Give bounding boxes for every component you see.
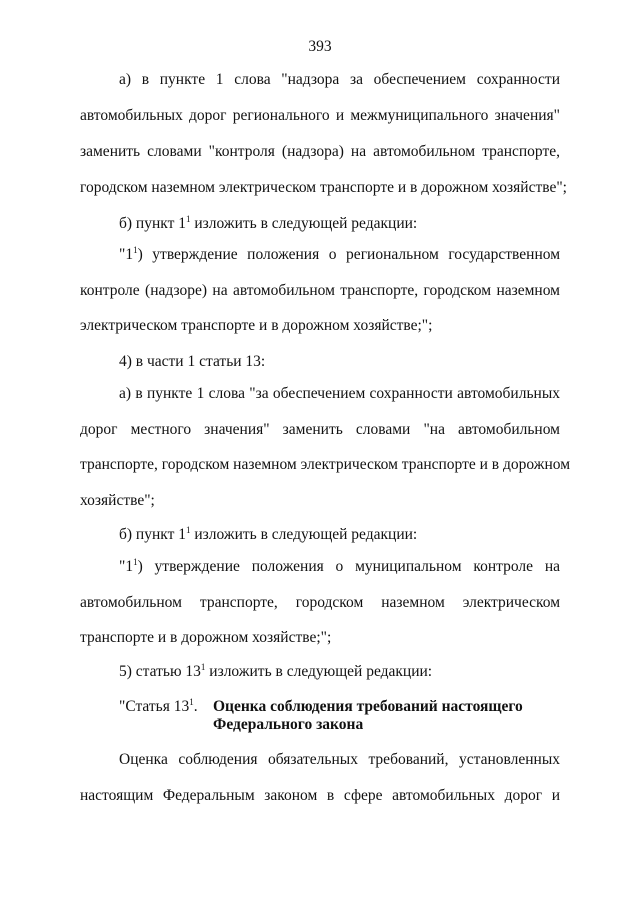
superscript: 1	[186, 214, 191, 224]
superscript: 1	[133, 557, 138, 567]
superscript: 1	[189, 697, 194, 707]
text-line: настоящим Федеральным законом в сфере автомобильных дорог и	[80, 787, 560, 804]
text-line: 4) в части 1 статьи 13:	[119, 353, 266, 370]
text-fragment: изложить в следующей редакции:	[205, 663, 433, 680]
text-fragment: б) пункт 1	[119, 215, 186, 232]
text-line: дорог местного значения" заменить словами "на автомобильном	[80, 421, 560, 438]
text-line: автомобильном транспорте, городском наземном электрическом	[80, 594, 560, 611]
text-fragment: б) пункт 1	[119, 526, 186, 543]
article-title: Федерального закона	[213, 716, 364, 733]
text-line	[119, 214, 560, 234]
text-line: городском наземном электрическом транспорте и в дорожном хозяйстве";	[80, 179, 567, 196]
text-line: электрическом транспорте и в дорожном хозяйстве;";	[80, 317, 433, 334]
text-line: Оценка соблюдения обязательных требований, установленных	[119, 751, 560, 768]
article-label	[119, 697, 198, 717]
text-fragment: "1	[119, 246, 134, 263]
text-line: а) в пункте 1 слова "за обеспечением сохранности автомобильных	[119, 385, 560, 402]
text-fragment: "Статья 13	[119, 698, 190, 715]
text-fragment: 5) статью 13	[119, 663, 201, 680]
text-line: транспорте, городском наземном электрическом транспорте и в дорожном	[80, 456, 571, 473]
page-number: 393	[308, 38, 332, 55]
text-line: а) в пункте 1 слова "надзора за обеспечением сохранности	[119, 71, 560, 88]
text-fragment: изложить в следующей редакции:	[190, 215, 418, 232]
superscript: 1	[186, 525, 191, 535]
text-line	[119, 662, 560, 682]
text-fragment: изложить в следующей редакции:	[190, 526, 418, 543]
article-title: Оценка соблюдения требований настоящего	[213, 698, 523, 715]
superscript: 1	[133, 245, 138, 255]
text-line: автомобильных дорог регионального и межмуниципального значения"	[80, 107, 560, 124]
text-line: хозяйстве";	[80, 492, 155, 509]
text-fragment: ) утверждение положения о муниципальном контроле на	[137, 558, 560, 575]
text-line	[119, 245, 560, 265]
text-fragment: "1	[119, 558, 134, 575]
text-line: заменить словами "контроля (надзора) на автомобильном транспорте,	[80, 143, 560, 160]
text-fragment: ) утверждение положения о региональном государственном	[137, 246, 560, 263]
text-fragment: .	[193, 698, 198, 715]
text-line	[119, 557, 560, 577]
text-line: транспорте и в дорожном хозяйстве;";	[80, 629, 332, 646]
superscript: 1	[200, 662, 206, 672]
text-line	[119, 525, 560, 545]
text-line: контроле (надзоре) на автомобильном транспорте, городском наземном	[80, 282, 560, 299]
